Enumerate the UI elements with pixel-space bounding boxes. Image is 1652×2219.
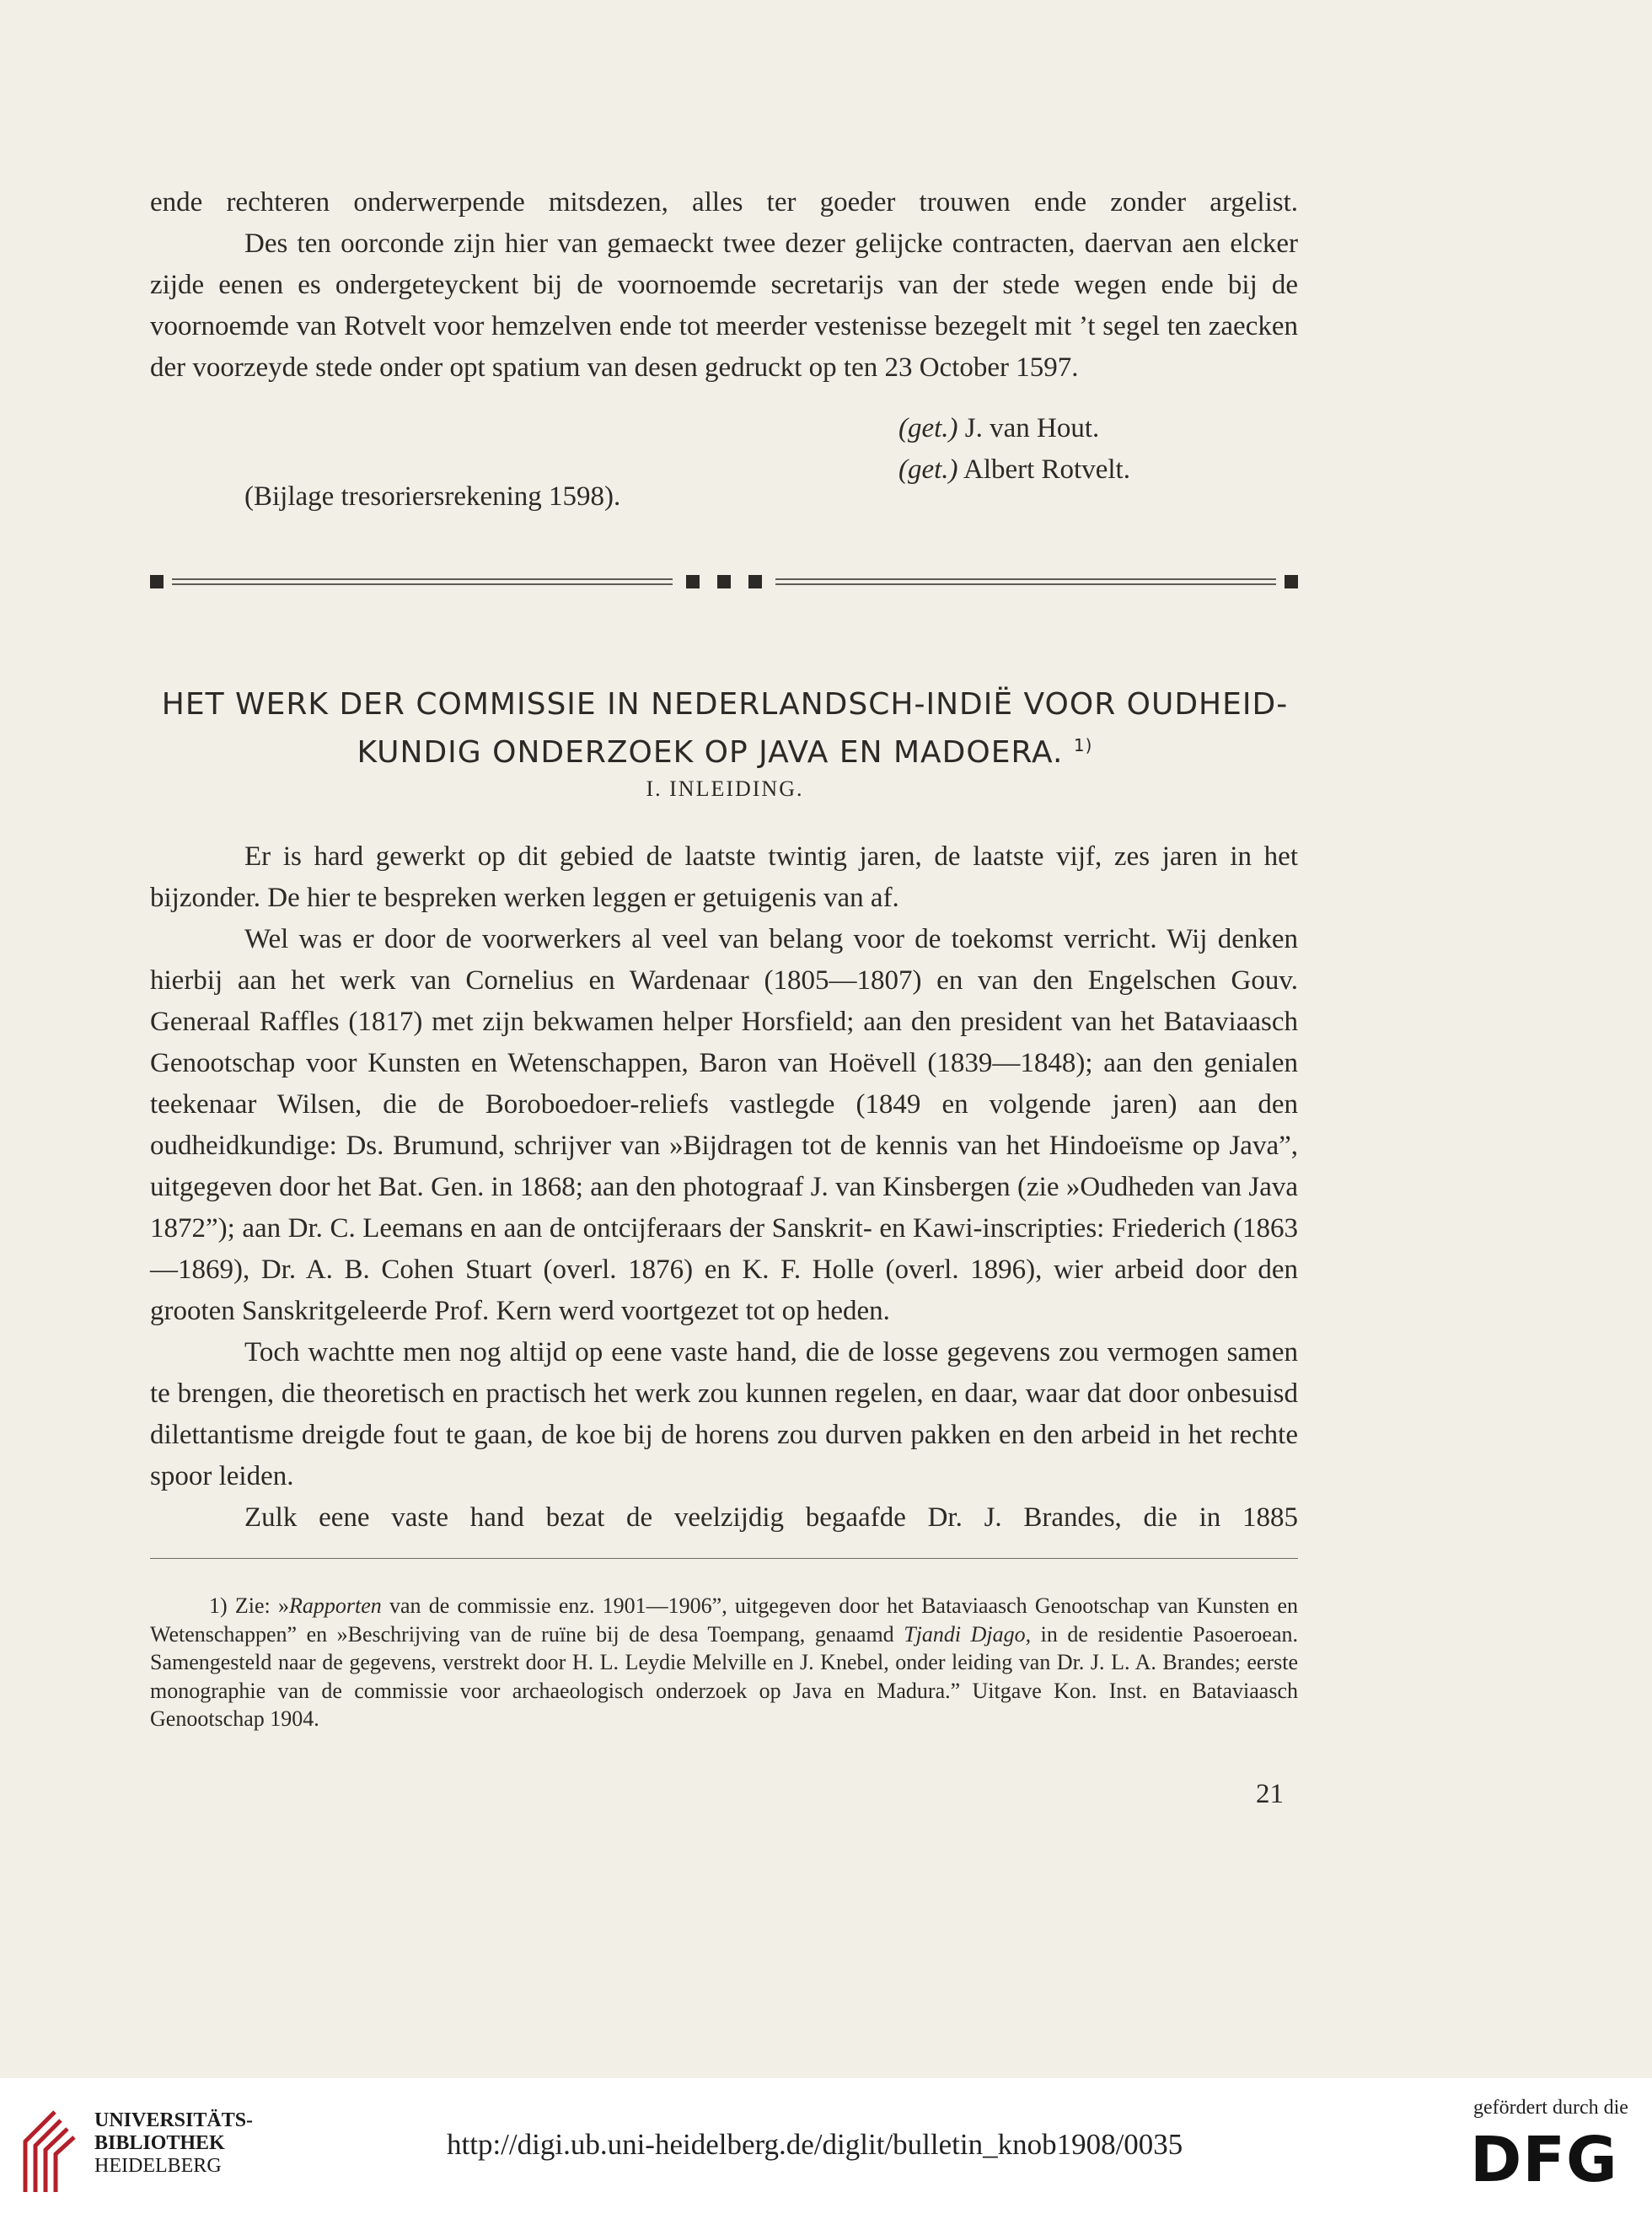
footnote [150, 1592, 1298, 1733]
ornamental-divider [150, 571, 1298, 593]
source-note: (Bijlage tresoriersrekening 1598). [244, 481, 621, 512]
letter-text [150, 182, 1298, 389]
article-title [126, 685, 1323, 773]
library-logo-icon [17, 2103, 84, 2196]
article-body [150, 836, 1298, 1539]
title-line-2 [126, 725, 1323, 773]
letter-paragraph: Des ten oorconde zijn hier van gemaeckt twee dezer gelijcke contracten, daervan aen elcker zijde eenen es ondergeteyckent bij de voornoemde secretarijs van der stede wegen ende bij de voornoemde van Rotvelt voor hemzelven ende tot meerder vestenisse bezegelt mit ’t segel ten zaecken der voorzeyde stede onder opt spatium van desen gedruckt op ten 23 October 1597. [150, 228, 1298, 383]
signature-prefix: (get.) [898, 454, 958, 485]
footnote-lead: 1) Zie: » [209, 1593, 289, 1618]
article-paragraph: Zulk eene vaste hand bezat de veelzijdig begaafde Dr. J. Brandes, die in 1885 [244, 1502, 1298, 1533]
section-heading: I. INLEIDING. [646, 776, 804, 801]
library-name [94, 2109, 253, 2178]
dfg-logo: DFG [1470, 2124, 1618, 2196]
article-paragraph: Er is hard gewerkt op dit gebied de laatste twintig jaren, de laatste vijf, zes jaren in het bijzonder. De hier te bespreken werken leggen er getuigenis van af. [150, 841, 1298, 913]
footnote-marker: 1) [1073, 735, 1093, 755]
funding-label: gefördert durch die [1473, 2097, 1628, 2119]
article-paragraph: Wel was er door de voorwerkers al veel van belang voor de toekomst verricht. Wij denken hierbij aan het werk van Cornelius en Wardenaar (1805—1807) en van den Engelschen Gouv. Generaal Raffles (1817) met zijn bekwamen helper Horsfield; aan den president van het Bataviaasch Genootschap voor Kunsten en Wetenschappen, Baron van Hoëvell (1839—1848); aan den genialen teekenaar Wilsen, die de Boroboedoer-reliefs vastlegde (1849 en volgende jaren) aan den oudheidkundige: Ds. Brumund, schrijver van »Bijdragen tot de kennis van het Hindoeïsme op Java”, uitgegeven door het Bat. Gen. in 1868; aan den photograaf J. van Kinsbergen (zie »Oudheden van Java 1872”); aan Dr. C. Leemans en aan de ontcijferaars der Sanskrit- en Kawi-inscripties: Friederich (1863—1869), Dr. A. B. Cohen Stuart (overl. 1876) en K. F. Holle (overl. 1896), wier arbeid door den grooten Sanskritgeleerde Prof. Kern werd voortgezet tot op heden. [150, 924, 1298, 1326]
footnote-text-2: in de residentie Pasoeroean. Samengesteld naar de gegevens, verstrekt door H. L. Leydie Melville en J. Knebel, onder leiding van Dr. J. L. A. Brandes; eerste monographie van de commissie voor archaeologisch onderzoek op Java en Madura.” Uitgave Kon. Inst. en Bataviaasch Genootschap 1904. [150, 1621, 1298, 1731]
permalink-url[interactable]: http://digi.ub.uni-heidelberg.de/diglit/bulletin_knob1908/0035 [447, 2128, 1183, 2161]
library-line-3: HEIDELBERG [94, 2155, 222, 2177]
footnote-place: Tjandi Djago, [904, 1621, 1032, 1647]
signature-prefix: (get.) [898, 413, 958, 443]
footnote-title: Rapporten [288, 1593, 382, 1618]
footnote-rule [150, 1558, 1298, 1559]
library-line-1: UNIVERSITÄTS- [94, 2109, 254, 2131]
signature-rotvelt [898, 449, 1130, 491]
title-line-1: HET WERK DER COMMISSIE IN NEDERLANDSCH-INDIË VOOR OUDHEID- [161, 687, 1289, 722]
page-number: 21 [1256, 1779, 1284, 1809]
signature-hout [898, 408, 1099, 449]
article-paragraph: Toch wachtte men nog altijd op eene vaste hand, die de losse gegevens zou vermogen samen te brengen, die theoretisch en practisch het werk zou kunnen regelen, en daar, waar dat door onbesuisd dilettantisme dreigde fout te gaan, de koe bij de horens zou durven pakken en den arbeid in het rechte spoor leiden. [150, 1337, 1298, 1491]
footnote-text [150, 1592, 1298, 1733]
footnote-number: 1 [1073, 735, 1086, 755]
library-line-2: BIBLIOTHEK [94, 2132, 225, 2154]
title-line-2-text: KUNDIG ONDERZOEK OP JAVA EN MADOERA. [357, 735, 1064, 770]
footnote-text-1: van de commissie enz. 1901—1906”, uitgegeven door het Bataviaasch Genootschap van Kunsten en Wetenschappen” en »Beschrijving van de ruïne bij de desa Toempang, genaamd [150, 1593, 1299, 1647]
signature-name: Albert Rotvelt. [963, 454, 1130, 485]
signature-name: J. van Hout. [964, 413, 1100, 443]
letter-line: ende rechteren onderwerpende mitsdezen, alles ter goeder trouwen ende zonder argelist. [150, 187, 1298, 218]
